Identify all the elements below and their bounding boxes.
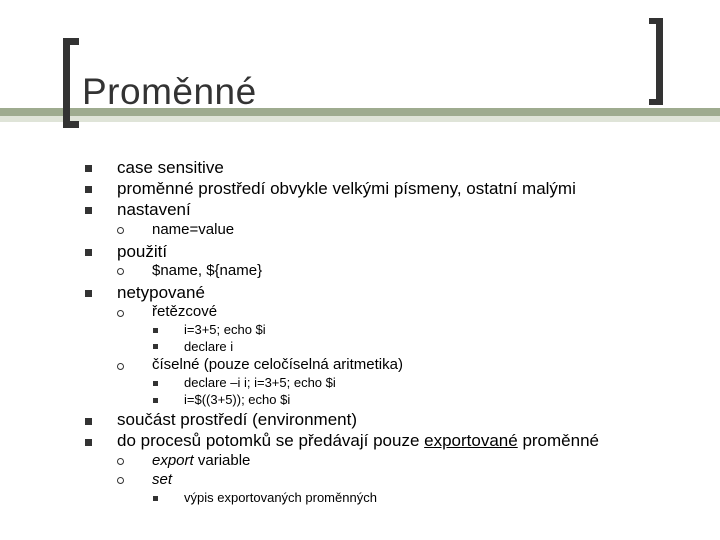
code-arith-expansion: i=$((3+5)); echo $i — [184, 392, 291, 407]
code-declare-int: declare –i i; i=3+5; echo $i — [184, 375, 336, 390]
title-rule-shadow — [0, 116, 720, 122]
bullet-case-sensitive: case sensitive — [117, 158, 224, 177]
bullet-square-icon — [85, 290, 92, 297]
left-bracket-top — [63, 38, 79, 45]
right-bracket-bottom — [649, 99, 663, 105]
bullet-square-icon — [85, 418, 92, 425]
bullet-circle-icon — [117, 363, 124, 370]
bullet-small-square-icon — [153, 496, 158, 501]
sub-retezcove: řetězcové — [152, 303, 218, 320]
sub-export-variable — [152, 452, 250, 470]
bullet-circle-icon — [117, 268, 124, 275]
bullet-env-vars: proměnné prostředí obvykle velkými písmeny, ostatní malými — [117, 179, 576, 198]
right-bracket-top — [649, 18, 663, 24]
bullet-circle-icon — [117, 458, 124, 465]
bullet-environment: součást prostředí (environment) — [117, 410, 357, 429]
bullet-small-square-icon — [153, 398, 158, 403]
bullet-pouziti: použití — [117, 242, 168, 261]
sub-ciselne: číselné (pouze celočíselná aritmetika) — [152, 356, 403, 373]
sub-dollar-name: $name, ${name} — [152, 262, 263, 279]
code-declare-i: declare i — [184, 339, 234, 354]
sub-name-value: name=value — [152, 221, 235, 238]
sub-set-keyword: set — [152, 471, 173, 488]
export-info-underlined: exportované — [424, 431, 518, 450]
left-bracket — [63, 38, 70, 128]
bullet-circle-icon — [117, 310, 124, 317]
bullet-small-square-icon — [153, 381, 158, 386]
bullet-small-square-icon — [153, 328, 158, 333]
code-string-echo: i=3+5; echo $i — [184, 322, 266, 337]
export-info-text: do procesů potomků se předávají pouze — [117, 431, 425, 450]
right-bracket — [656, 18, 663, 105]
bullet-small-square-icon — [153, 344, 158, 349]
bullet-netypovane: netypované — [117, 283, 205, 302]
bullet-square-icon — [85, 249, 92, 256]
set-description: výpis exportovaných proměnných — [184, 490, 377, 505]
bullet-nastaveni: nastavení — [117, 200, 191, 219]
export-argument: variable — [193, 452, 251, 469]
bullet-square-icon — [85, 186, 92, 193]
bullet-square-icon — [85, 165, 92, 172]
bullet-square-icon — [85, 439, 92, 446]
bullet-square-icon — [85, 207, 92, 214]
bullet-circle-icon — [117, 227, 124, 234]
export-info-text-end: proměnné — [517, 431, 599, 450]
export-keyword: export — [152, 452, 194, 469]
bullet-export-info — [117, 431, 599, 451]
left-bracket-bottom — [63, 121, 79, 128]
bullet-circle-icon — [117, 477, 124, 484]
slide-title: Proměnné — [82, 71, 257, 112]
